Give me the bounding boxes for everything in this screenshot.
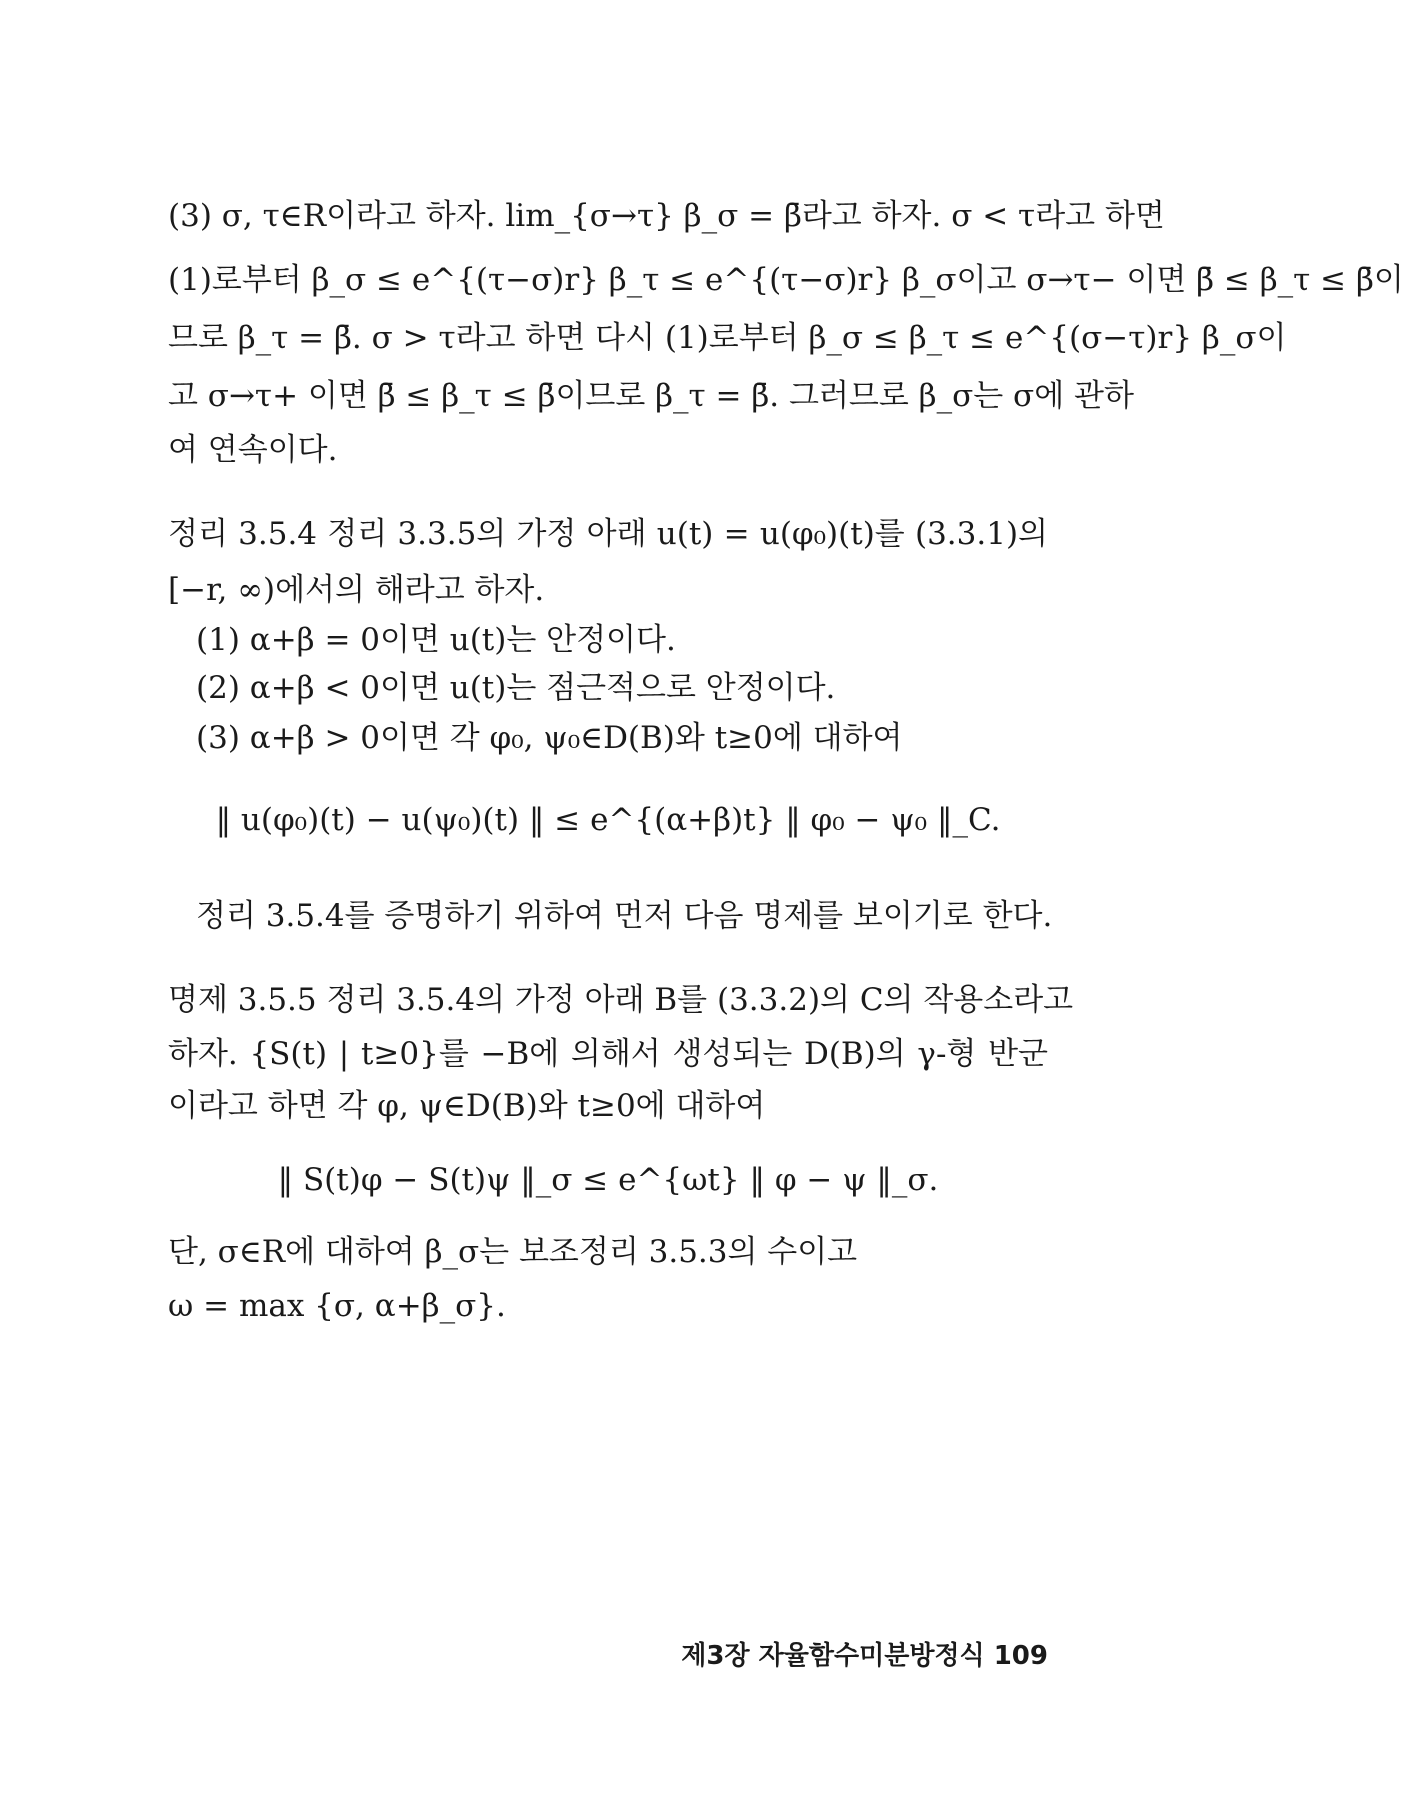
paragraph-3-line-2: (1)로부터 β_σ ≤ e^{(τ−σ)r} β_τ ≤ e^{(τ−σ)r} β_σ이고 σ→τ− 이면 β̄ ≤ β_τ ≤ β̄이: [168, 262, 1404, 298]
theorem-intro-line-2: [−r, ∞)에서의 해라고 하자.: [168, 572, 545, 608]
paragraph-3-line-5: 여 연속이다.: [168, 432, 338, 468]
proposition-line-1: 명제 3.5.5 정리 3.5.4의 가정 아래 B를 (3.3.2)의 C의 작용소라고: [168, 982, 1074, 1018]
theorem-item-2: (2) α+β < 0이면 u(t)는 점근적으로 안정이다.: [196, 670, 836, 706]
paragraph-3-line-1: (3) σ, τ∈R이라고 하자. lim_{σ→τ} β_σ = β̄라고 하자. σ < τ라고 하면: [168, 198, 1165, 234]
closing-line-1: 단, σ∈R에 대하여 β_σ는 보조정리 3.5.3의 수이고: [168, 1234, 858, 1270]
transition-sentence: 정리 3.5.4를 증명하기 위하여 먼저 다음 명제를 보이기로 한다.: [196, 898, 1053, 934]
proposition-line-2: 하자. {S(t) | t≥0}를 −B에 의해서 생성되는 D(B)의 γ-형 반군: [168, 1036, 1048, 1072]
proposition-line-3: 이라고 하면 각 φ, ψ∈D(B)와 t≥0에 대하여: [168, 1088, 766, 1124]
closing-line-2: ω = max {σ, α+β_σ}.: [168, 1288, 506, 1324]
proposition-formula: ‖ S(t)φ − S(t)ψ ‖_σ ≤ e^{ωt} ‖ φ − ψ ‖_σ.: [277, 1162, 939, 1198]
theorem-formula: ‖ u(φ₀)(t) − u(ψ₀)(t) ‖ ≤ e^{(α+β)t} ‖ φ₀ − ψ₀ ‖_C.: [215, 802, 1001, 838]
theorem-item-3: (3) α+β > 0이면 각 φ₀, ψ₀∈D(B)와 t≥0에 대하여: [196, 720, 903, 756]
paragraph-3-line-4: 고 σ→τ+ 이면 β̄ ≤ β_τ ≤ β̄이므로 β_τ = β̄. 그러므로 β_σ는 σ에 관하: [168, 378, 1134, 414]
paragraph-3-line-3: 므로 β_τ = β̄. σ > τ라고 하면 다시 (1)로부터 β_σ ≤ β_τ ≤ e^{(σ−τ)r} β_σ이: [168, 320, 1287, 356]
running-footer: 제3장 자율함수미분방정식 109: [681, 1641, 1048, 1671]
theorem-intro-line-1: 정리 3.5.4 정리 3.3.5의 가정 아래 u(t) = u(φ₀)(t)를 (3.3.1)의: [168, 516, 1048, 552]
theorem-item-1: (1) α+β = 0이면 u(t)는 안정이다.: [196, 622, 676, 658]
